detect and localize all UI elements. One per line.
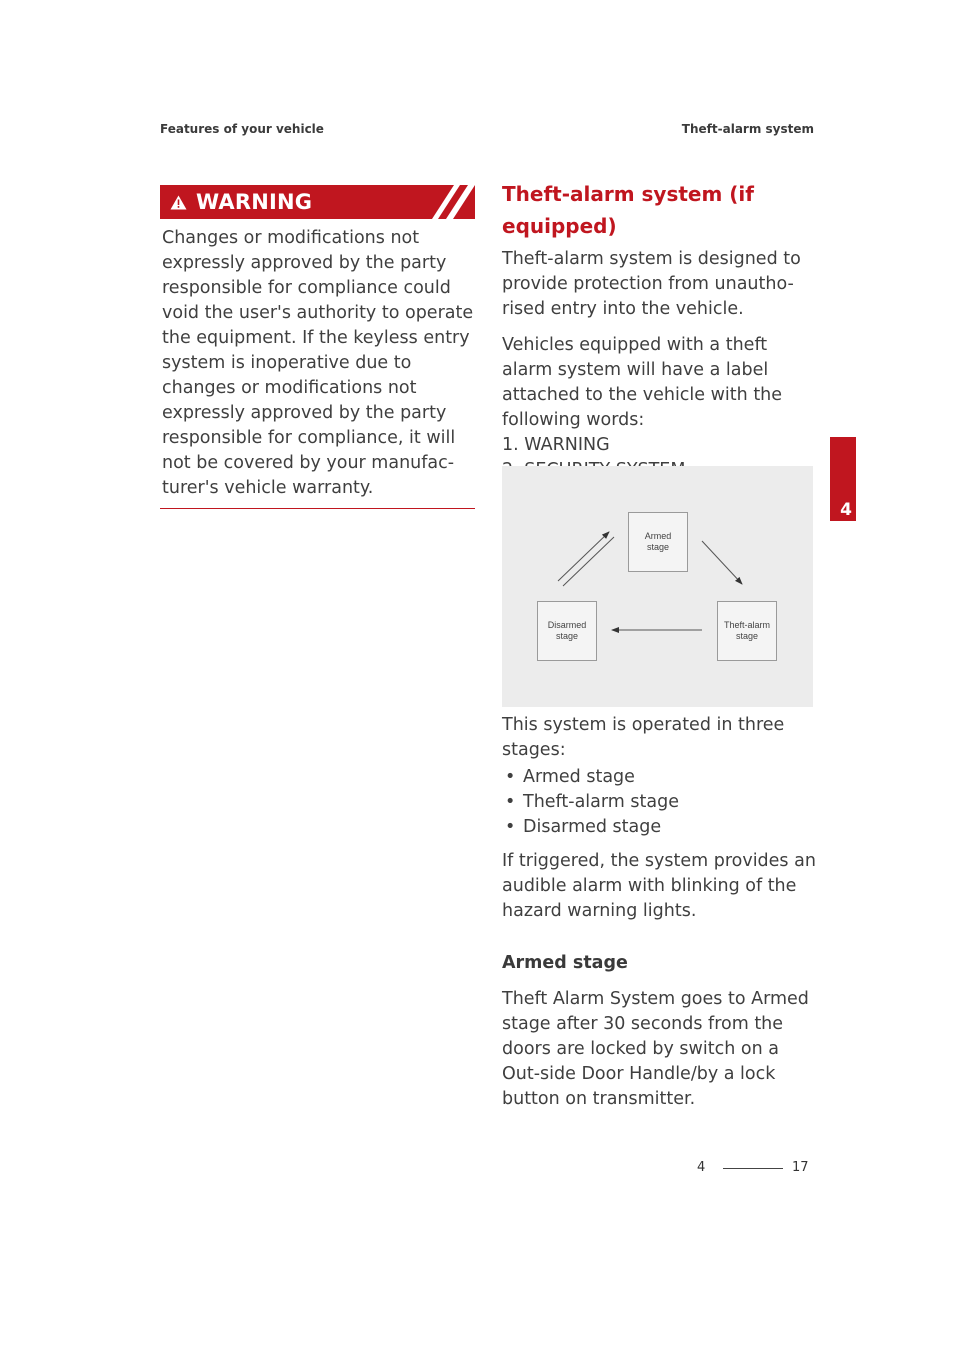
label-word-1: 1. WARNING — [502, 435, 610, 455]
warning-stripe-decoration — [422, 185, 475, 219]
warning-label: WARNING — [196, 190, 313, 214]
chapter-side-number: 4 — [840, 500, 852, 520]
footer-page-number: 17 — [792, 1160, 809, 1175]
list-item: • Armed stage — [505, 767, 635, 787]
diagram-arrows — [502, 466, 813, 707]
list-item: • Disarmed stage — [505, 817, 662, 837]
armed-stage-label-2: stage — [646, 542, 669, 552]
theft-stage-label-1: Theft-alarm — [723, 620, 770, 630]
arrow-disarmed-to-armed-guide — [563, 537, 614, 586]
warning-text: Changes or modifications not expressly approved by the party responsible for compliance could void the user's authority to operate the equipment. If the keyless entry system is inoperative due to changes or modifications not expressly approved by the party responsible for compliance, it will not be covered by your manufac-turer's vehicle warranty. — [162, 228, 474, 498]
footer-divider — [723, 1168, 783, 1169]
stage-item-3: Disarmed stage — [523, 817, 662, 837]
stage-item-1: Armed stage — [523, 767, 635, 787]
disarmed-stage-label-1: Disarmed — [547, 620, 587, 630]
footer-chapter-number: 4 — [697, 1160, 706, 1175]
theft-stage-label-2: stage — [735, 631, 758, 641]
running-header-left: Features of your vehicle — [160, 122, 324, 136]
warning-banner — [160, 185, 475, 219]
stage-item-2: Theft-alarm stage — [523, 792, 679, 812]
warning-triangle-icon — [170, 195, 187, 214]
armed-stage-label-1: Armed — [644, 531, 672, 541]
label-info-block — [502, 333, 817, 483]
section-title: Theft-alarm system (if equipped) — [502, 182, 754, 238]
arrow-armed-to-theft — [702, 541, 742, 584]
label-info-paragraph: Vehicles equipped with a theft alarm system will have a label attached to the vehicle with the following words: — [502, 335, 783, 430]
stage-cycle-diagram — [502, 466, 813, 707]
arrow-disarmed-to-armed — [558, 532, 609, 581]
running-header-right: Theft-alarm system — [681, 122, 814, 136]
intro-paragraph: Theft-alarm system is designed to provide protection from unautho-rised entry into the vehicle. — [502, 249, 801, 319]
stages-list — [502, 765, 817, 840]
disarmed-stage-label-2: stage — [555, 631, 578, 641]
triggered-paragraph: If triggered, the system provides an audible alarm with blinking of the hazard warning lights. — [502, 851, 816, 921]
warning-divider — [160, 508, 475, 509]
stages-intro: This system is operated in three stages: — [502, 715, 785, 760]
armed-stage-heading: Armed stage — [502, 953, 628, 973]
armed-stage-paragraph: Theft Alarm System goes to Armed stage after 30 seconds from the doors are locked by switch on a Out-side Door Handle/by a lock button on transmitter. — [502, 989, 809, 1109]
list-item: • Theft-alarm stage — [505, 792, 679, 812]
